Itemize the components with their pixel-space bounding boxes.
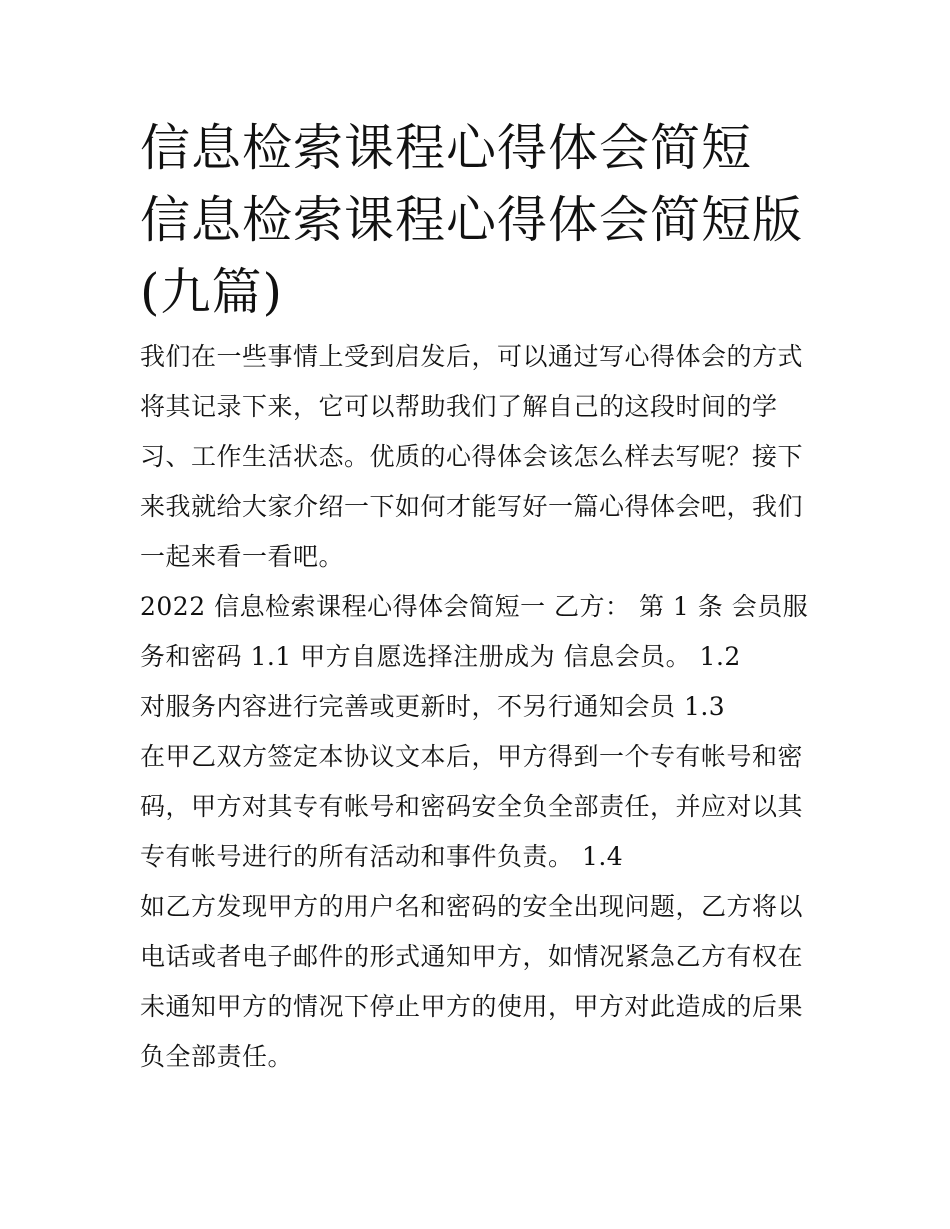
paragraph-article-1-3: 在甲乙双方签定本协议文本后，甲方得到一个专有帐号和密码，甲方对其专有帐号和密码安全负全部责任，并应对以其专有帐号进行的所有活动和事件负责。 1.4	[140, 742, 804, 871]
document-body	[140, 112, 816, 1082]
paragraph-intro: 我们在一些事情上受到启发后，可以通过写心得体会的方式将其记录下来，它可以帮助我们了解自己的这段时间的学习、工作生活状态。优质的心得体会该怎么样去写呢？接下来我就给大家介绍一下如何才能写好一篇心得体会吧，我们一起来看一看吧。	[140, 342, 804, 571]
paragraph-article-1: 2022 信息检索课程心得体会简短一 乙方： 第 1 条 会员服务和密码 1.1 甲方自愿选择注册成为 信息会员。 1.2	[140, 592, 809, 671]
paragraph-article-1-2: 对服务内容进行完善或更新时，不另行通知会员 1.3	[140, 692, 726, 721]
paragraph-article-1-4: 如乙方发现甲方的用户名和密码的安全出现问题，乙方将以电话或者电子邮件的形式通知甲方，如情况紧急乙方有权在未通知甲方的情况下停止甲方的使用，甲方对此造成的后果负全部责任。	[140, 892, 804, 1071]
document-title: 信息检索课程心得体会简短 信息检索课程心得体会简短版(九篇)	[140, 119, 803, 321]
